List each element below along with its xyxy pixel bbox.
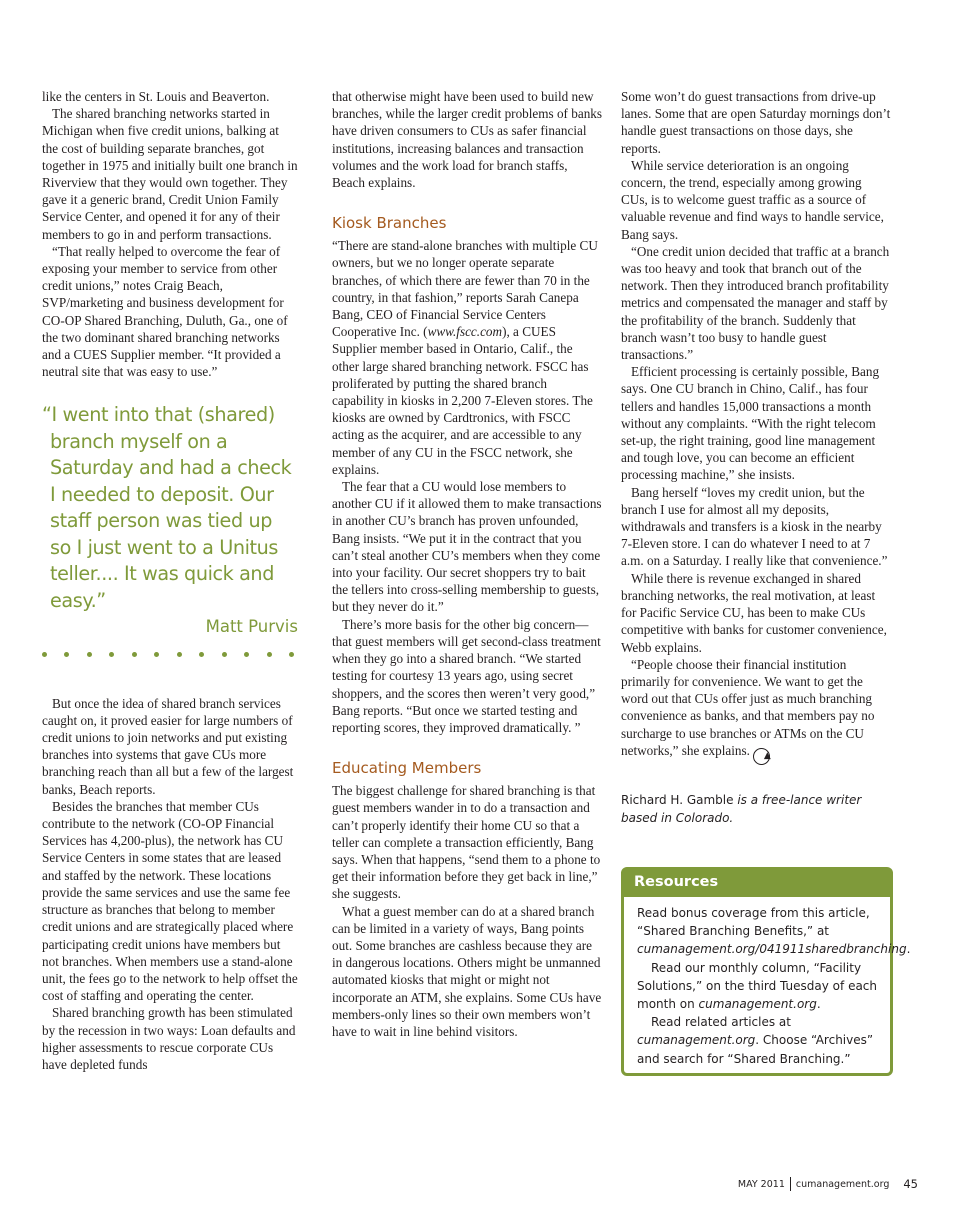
paragraph: The fear that a CU would lose members to another CU if it allowed them to make transactions in another CU’s branch has proven unfounded, Bang insists. “We put it in the contract that you can’t steal another CU’s members when they come into your facility. Our secret shoppers try to bait the tellers into cross-selling membership to guests, but they never do it.” bbox=[332, 479, 602, 615]
paragraph: Besides the branches that member CUs contribute to the network (CO-OP Financial Services has 4,200-plus), the network has CU Service Centers in some states that are leased and staffed by the network. These locations provide the same services and use the same fee structure as branches that belong to member credit unions and are strategically placed where participating credit unions have members but not branches. When members use a stand-alone unit, the fees go to the network to help offset the cost of staffing and operating the center. bbox=[42, 798, 298, 1004]
paragraph: Bang herself “loves my credit union, but the branch I use for almost all my deposits, withdrawals and transfers is a kiosk in the nearby 7-Eleven store. I can do whatever I need to at 7 a.m. on a Saturday. I really like that convenience.” bbox=[621, 484, 888, 569]
paragraph: “That really helped to overcome the fear of exposing your member to service from other credit unions,” notes Craig Beach, SVP/marketing and business development for CO-OP Shared Branching, Duluth, Ga., one of the two dominant shared branching networks and a CUES Supplier member. “It provided a neutral site that was easy to use.” bbox=[42, 243, 288, 380]
paragraph: The biggest challenge for shared branching is that guest members wander in to do a transaction and can’t properly identify their home CU so that a teller can complete a transaction efficiently, Bang says. When that happens, “send them to a phone to get their information before they get back in line,” she suggests. bbox=[332, 783, 601, 902]
column-3 bbox=[621, 88, 911, 1076]
resource-item: Read related articles at cumanagement.org. Choose “Archives” and search for “Shared Branching.” bbox=[637, 1015, 874, 1066]
paragraph: that otherwise might have been used to build new branches, while the larger credit problems of banks have driven consumers to CUs as safer financial institutions, increasing balances and transaction volumes and the work load for branch staffs, Beach explains. bbox=[332, 89, 603, 191]
resources-body bbox=[624, 897, 911, 1073]
author-bio bbox=[621, 791, 891, 827]
paragraph: While service deterioration is an ongoing concern, the trend, especially among growing CUs, is to welcome guest traffic as a source of valuable revenue and find ways to handle service, Bang says. bbox=[621, 157, 884, 242]
paragraph: “One credit union decided that traffic at a branch was too heavy and took that branch out of the network. Then they introduced branch profitability metrics and compensated the manager and staff by the profitability of the branch. Suddenly that branch wasn’t too busy to handle guest transactions.” bbox=[621, 243, 890, 363]
resource-item: Read our monthly column, “Facility Solutions,” on the third Tuesday of each month on cumanagement.org. bbox=[637, 960, 878, 1011]
column-2 bbox=[332, 88, 602, 1040]
resource-item: Read bonus coverage from this article, “Shared Branching Benefits,” at cumanagement.org/041911sharedbranching. bbox=[637, 905, 911, 957]
footer-issue: MAY 2011 bbox=[737, 1178, 785, 1190]
paragraph: Some won’t do guest transactions from drive-up lanes. Some that are open Saturday mornings don’t handle guest transactions on those days, she reports. bbox=[621, 89, 891, 156]
author-description: is a free-lance writer based in Colorado. bbox=[621, 792, 862, 825]
section-heading-educating-members: Educating Members bbox=[332, 759, 482, 778]
column-1 bbox=[42, 88, 298, 1073]
section-heading-kiosk-branches: Kiosk Branches bbox=[332, 214, 447, 233]
resources-box bbox=[621, 867, 911, 1076]
end-mark-icon: ▲ bbox=[753, 748, 770, 765]
page-number: 45 bbox=[903, 1177, 918, 1191]
fscc-link[interactable]: www.fscc.com bbox=[427, 324, 503, 340]
paragraph: Efficient processing is certainly possible, Bang says. One CU branch in Chino, Calif., has four tellers and handles 15,000 transactions a month without any complaints. “With the right telecom set-up, the right training, good line management and tough love, you can become an efficient processing machine,” she insists. bbox=[621, 364, 880, 483]
paragraph: What a guest member can do at a shared branch can be limited in a variety of ways, Bang points out. Some branches are cashless because they are in dangerous locations. Others might be unmanned automated kiosks that might or might not incorporate an ATM, she explains. Some CUs have members-only lines so their own members won’t have to wait in line behind visitors. bbox=[332, 903, 602, 1039]
column1-bottom-text bbox=[42, 695, 298, 1073]
column1-top-text bbox=[42, 88, 298, 380]
paragraph: There’s more basis for the other big concern—that guest members will get second-class treatment when they go into a shared branch. “We started testing for courtesy 13 years ago, using secret shoppers, and the scores then weren’t very good,” Bang reports. “But once we started testing and reporting scores, they improved dramatically. ” bbox=[332, 616, 601, 735]
footer-site: cumanagement.org bbox=[795, 1178, 890, 1190]
pull-quote-attribution: Matt Purvis bbox=[205, 617, 298, 637]
paragraph: While there is revenue exchanged in shared branching networks, the real motivation, at least for Pacific Service CU, has been to make CUs competitive with banks for customer convenience, Webb explains. bbox=[621, 570, 887, 655]
paragraph: “There are stand-alone branches with multiple CU owners, but we no longer operate separate branches, of which there are fewer than 70 in the country, in that fashion,” reports Sarah Canepa Bang, CEO of Financial Service Centers Cooperative Inc. (www.fscc.com), a CUES Supplier member based in Ontario, Calif., the other large shared branching network. FSCC has proliferated by putting the shared branch capability in kiosks in 2,200 7-Eleven stores. The kiosks are owned by Cardtronics, with FSCC acting as the acquirer, and are accessible to any member of any CU in the FSCC network, she explains. bbox=[332, 238, 598, 477]
paragraph: like the centers in St. Louis and Beaverton. bbox=[42, 89, 270, 104]
page-footer bbox=[738, 1177, 918, 1191]
resources-title: Resources bbox=[624, 870, 890, 897]
paragraph: But once the idea of shared branch services caught on, it proved easier for large numbers of credit unions to join networks and put existing branches into systems that gave CUs more branching reach than all but a few of the largest banks, Beach reports. bbox=[42, 695, 294, 797]
author-name: Richard H. Gamble bbox=[621, 792, 734, 807]
resource-link[interactable]: cumanagement.org bbox=[637, 1033, 756, 1048]
paragraph: “People choose their financial institution primarily for convenience. We want to get the word out that CUs offer just as much branching convenience as banks, and that members pay no surcharge to use branches or ATMs on the CU networks,” she explains. ▲ bbox=[621, 656, 891, 765]
resource-link[interactable]: cumanagement.org bbox=[698, 996, 817, 1011]
pull-quote: “I went into that (shared) branch myself on a Saturday and had a check I needed to deposit. Our staff person was tied up so I just went to a Unitus teller.... It was quick and easy.” bbox=[42, 403, 292, 612]
paragraph: The shared branching networks started in Michigan when five credit unions, balking at the cost of building separate branches, got together in 1975 and initially built one branch in Riverview that they would own together. They gave it a generic brand, Credit Union Family Service Center, and opened it for any of their members to go in and perform transactions. bbox=[42, 106, 298, 242]
resource-link[interactable]: cumanagement.org/041911sharedbranching bbox=[637, 942, 907, 957]
paragraph: Shared branching growth has been stimulated by the recession in two ways: Loan defaults and higher assessments to rescue corporate CUs have depleted funds bbox=[42, 1005, 296, 1072]
footer-separator bbox=[790, 1177, 791, 1191]
